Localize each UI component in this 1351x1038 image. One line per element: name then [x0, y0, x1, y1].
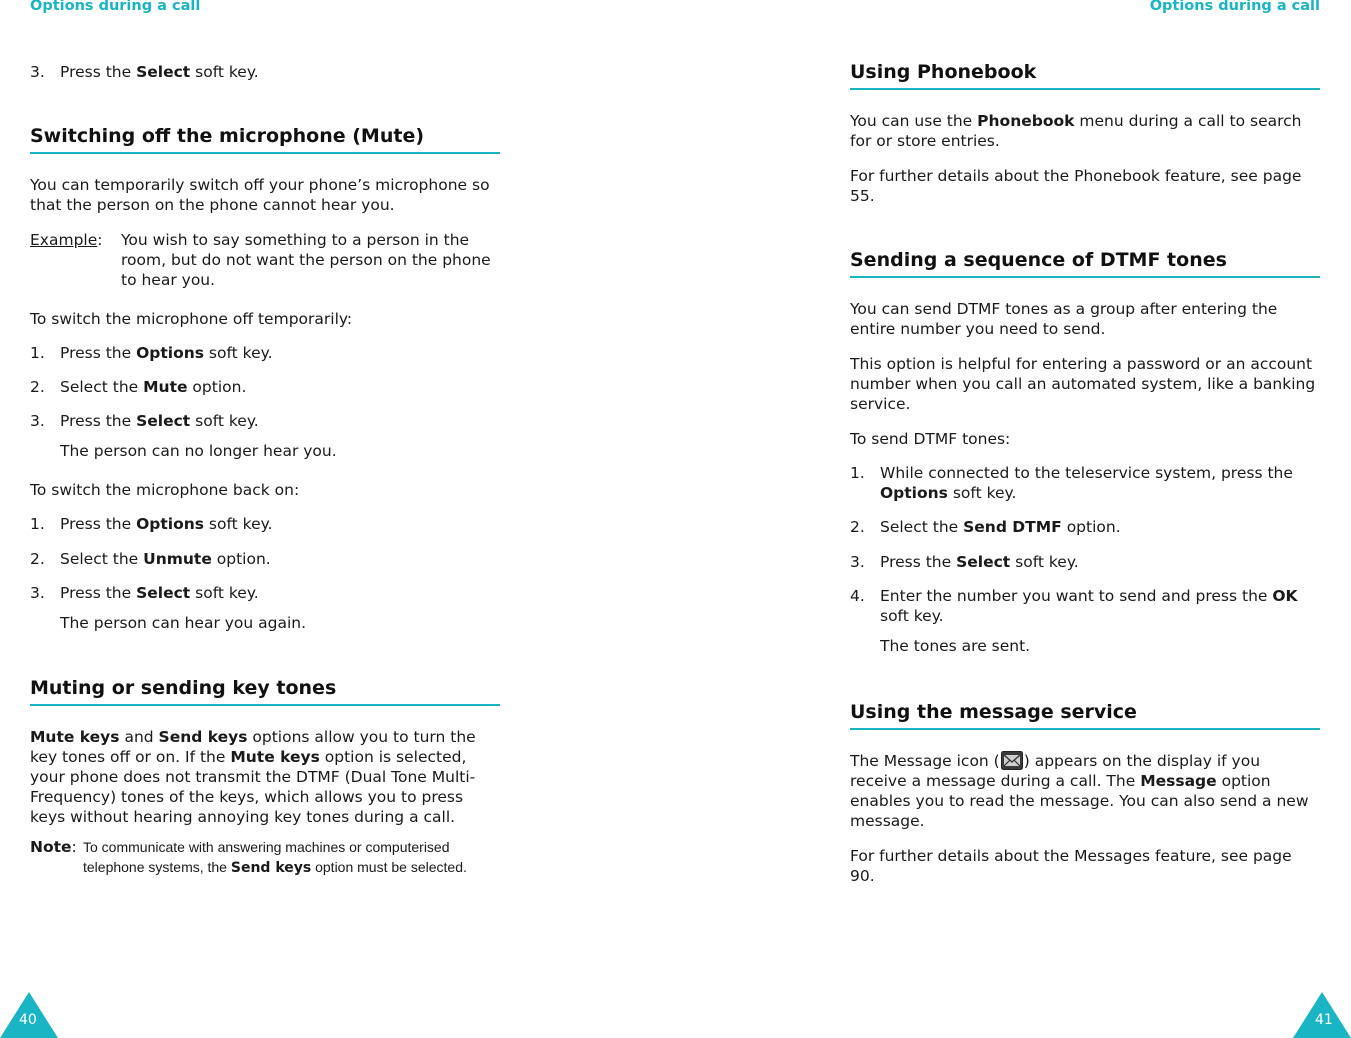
- section-heading-message: Using the message service: [850, 701, 1320, 730]
- dtmf-intro: To send DTMF tones:: [850, 430, 1011, 448]
- left-page: [30, 0, 500, 878]
- phonebook-paragraph-2: For further details about the Phonebook feature, see page 55.: [850, 167, 1302, 205]
- dtmf-paragraph-1: You can send DTMF tones as a group after entering the entire number you need to send.: [850, 300, 1278, 338]
- section-heading-key-tones: Muting or sending key tones: [30, 677, 500, 706]
- dtmf-step-2: 2. Select the Send DTMF option.: [850, 518, 1121, 536]
- dtmf-step-1: 1. While connected to the teleservice system, press the Options soft key.: [850, 464, 1293, 502]
- example-block: Example: You wish to say something to a person in the room, but do not want the person on the phone to hear you.: [30, 231, 491, 289]
- page-number-right: 41: [1315, 1012, 1333, 1028]
- switch-on-intro: To switch the microphone back on:: [30, 481, 300, 499]
- off-result: The person can no longer hear you.: [60, 442, 337, 460]
- on-step-3: 3. Press the Select soft key.: [30, 584, 259, 602]
- mute-intro-paragraph: You can temporarily switch off your phone’s microphone so that the person on the phone cannot hear you.: [30, 176, 490, 214]
- right-page: [850, 0, 1320, 886]
- page-number-tab-right: [1293, 992, 1351, 1038]
- dtmf-paragraph-2: This option is helpful for entering a password or an account number when you call an automated system, like a banking service.: [850, 355, 1316, 413]
- on-step-1: 1. Press the Options soft key.: [30, 515, 273, 533]
- page-number-left: 40: [19, 1012, 37, 1028]
- running-head-left: Options during a call: [30, 0, 201, 14]
- phonebook-paragraph-1: You can use the Phonebook menu during a call to search for or store entries.: [850, 112, 1302, 150]
- step-press-select: 3. Press the Select soft key.: [30, 63, 259, 81]
- dtmf-step-4: 4. Enter the number you want to send and press the OK soft key.: [850, 587, 1298, 625]
- on-step-2: 2. Select the Unmute option.: [30, 550, 271, 568]
- dtmf-result: The tones are sent.: [880, 637, 1031, 655]
- on-result: The person can hear you again.: [60, 614, 307, 632]
- note-block: Note: To communicate with answering machines or computerised telephone systems, the Send keys option must be selected.: [30, 838, 467, 876]
- key-tones-paragraph: Mute keys and Send keys options allow you to turn the key tones off or on. If the Mute keys option is selected, your phone does not transmit the DTMF (Dual Tone Multi-Frequency) tones of the keys, which allows you to press keys without hearing annoying key tones during a call.: [30, 728, 476, 826]
- off-step-1: 1. Press the Options soft key.: [30, 344, 273, 362]
- page-number-tab-left: [0, 992, 58, 1038]
- message-paragraph-1: The Message icon ( ) appears on the display if you receive a message during a call. The Message option enables you to read the message. You can also send a new message.: [850, 752, 1309, 830]
- dtmf-step-3: 3. Press the Select soft key.: [850, 553, 1079, 571]
- switch-off-intro: To switch the microphone off temporarily:: [30, 310, 353, 328]
- section-heading-dtmf: Sending a sequence of DTMF tones: [850, 249, 1320, 278]
- running-head-right: Options during a call: [1149, 0, 1320, 14]
- message-envelope-icon: [1001, 751, 1023, 770]
- section-heading-mute: Switching off the microphone (Mute): [30, 125, 500, 154]
- message-paragraph-2: For further details about the Messages feature, see page 90.: [850, 847, 1292, 885]
- off-step-3: 3. Press the Select soft key.: [30, 412, 259, 430]
- off-step-2: 2. Select the Mute option.: [30, 378, 247, 396]
- section-heading-phonebook: Using Phonebook: [850, 61, 1320, 90]
